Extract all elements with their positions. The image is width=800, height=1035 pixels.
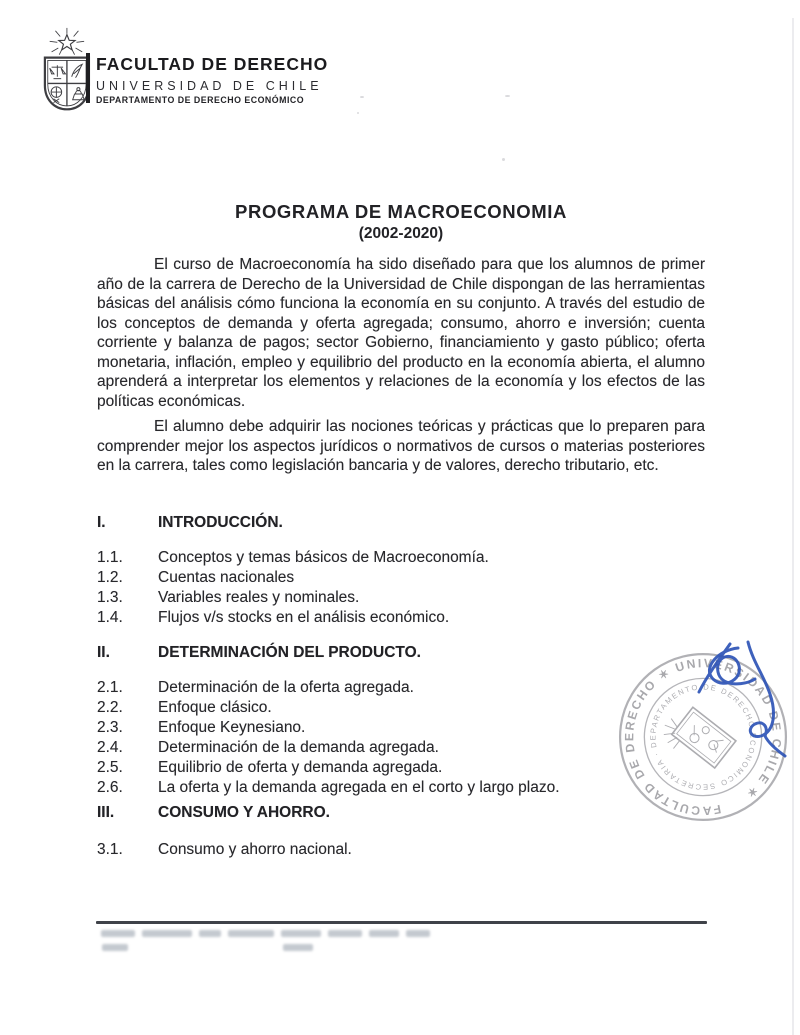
item-text: Enfoque Keynesiano. xyxy=(158,719,306,736)
scan-speckle xyxy=(360,96,364,98)
scan-speckle xyxy=(505,95,510,97)
footer-illegible-text-line-2 xyxy=(283,944,313,951)
stamp-outer-ring-text: FACULTAD DE DERECHO ✶ UNIVERSIDAD DE CHILE ✶ xyxy=(622,656,784,818)
item-number: 2.4. xyxy=(97,739,123,756)
footer-rule xyxy=(96,921,707,924)
section-heading-1 xyxy=(97,513,705,533)
footer-illegible-text-line-2 xyxy=(102,944,128,951)
ink-signature xyxy=(652,632,800,767)
item-text: Variables reales y nominales. xyxy=(158,589,360,606)
department-name: DEPARTAMENTO DE DERECHO ECONÓMICO xyxy=(96,95,305,105)
scan-artifact-edge-line xyxy=(792,18,794,1035)
scan-speckle xyxy=(357,112,359,114)
item-number: 2.1. xyxy=(97,679,123,696)
item-text: Consumo y ahorro nacional. xyxy=(158,841,352,858)
section-numeral: III. xyxy=(97,804,115,821)
section-numeral: I. xyxy=(97,514,106,531)
item-text: La oferta y la demanda agregada en el corto y largo plazo. xyxy=(158,779,560,796)
list-item xyxy=(97,840,705,860)
document-title-block xyxy=(97,201,705,243)
header-divider-bar xyxy=(86,53,90,103)
section-numeral: II. xyxy=(97,644,110,661)
intro-paragraph-1: El curso de Macroeconomía ha sido diseñado para que los alumnos de primer año de la carrera de Derecho de la Universidad de Chile dispongan de las herramientas básicas del análisis cómo funciona la economía en su conjunto. A través del estudio de los conceptos de demanda y oferta agregada; consumo, ahorro e inversión; cuenta corriente y balanza de pagos; sector Gobierno, financiamiento y gasto público; oferta monetaria, inflación, empleo y equilibrio del producto en la economía abierta, el alumno aprenderá a interpretar los elementos y relaciones de la economía y los efectos de las políticas económicas. xyxy=(97,256,705,410)
item-text: Determinación de la demanda agregada. xyxy=(158,739,439,756)
item-number: 1.2. xyxy=(97,569,123,586)
section-title: CONSUMO Y AHORRO. xyxy=(158,804,330,821)
item-number: 3.1. xyxy=(97,841,123,858)
university-name: UNIVERSIDAD DE CHILE xyxy=(96,78,323,93)
item-text: Enfoque clásico. xyxy=(158,699,272,716)
section-1-items xyxy=(97,548,705,628)
stamp-inner-ring-text: SECRETARIA · DEPARTAMENTO DE DERECHO ECONOMICO xyxy=(648,682,758,792)
item-text: Flujos v/s stocks en el análisis económico. xyxy=(158,609,450,626)
item-number: 2.5. xyxy=(97,759,123,776)
item-number: 1.1. xyxy=(97,549,123,566)
item-text: Equilibrio de oferta y demanda agregada. xyxy=(158,759,443,776)
section-3-items xyxy=(97,840,705,860)
section-title: INTRODUCCIÓN. xyxy=(158,514,283,531)
list-item xyxy=(97,608,705,628)
scan-speckle xyxy=(502,158,505,161)
footer-illegible-text-line-1 xyxy=(101,930,441,948)
faculty-name: FACULTAD DE DERECHO xyxy=(96,54,329,74)
document-subtitle: (2002-2020) xyxy=(358,225,444,242)
item-text: Conceptos y temas básicos de Macroeconomía. xyxy=(158,549,489,566)
item-text: Determinación de la oferta agregada. xyxy=(158,679,414,696)
item-number: 1.3. xyxy=(97,589,123,606)
item-number: 2.6. xyxy=(97,779,123,796)
item-number: 1.4. xyxy=(97,609,123,626)
list-item xyxy=(97,548,705,568)
section-title: DETERMINACIÓN DEL PRODUCTO. xyxy=(158,644,421,661)
item-number: 2.3. xyxy=(97,719,123,736)
intro-paragraph-2: El alumno debe adquirir las nociones teóricas y prácticas que lo preparen para comprender mejor los aspectos jurídicos o normativos de cursos o materias posteriores en la carrera, tales como legislación bancaria y de valores, derecho tributario, etc. xyxy=(97,418,705,474)
item-number: 2.2. xyxy=(97,699,123,716)
list-item xyxy=(97,568,705,588)
item-text: Cuentas nacionales xyxy=(158,569,295,586)
document-title: PROGRAMA DE MACROECONOMIA xyxy=(235,201,567,222)
list-item xyxy=(97,588,705,608)
